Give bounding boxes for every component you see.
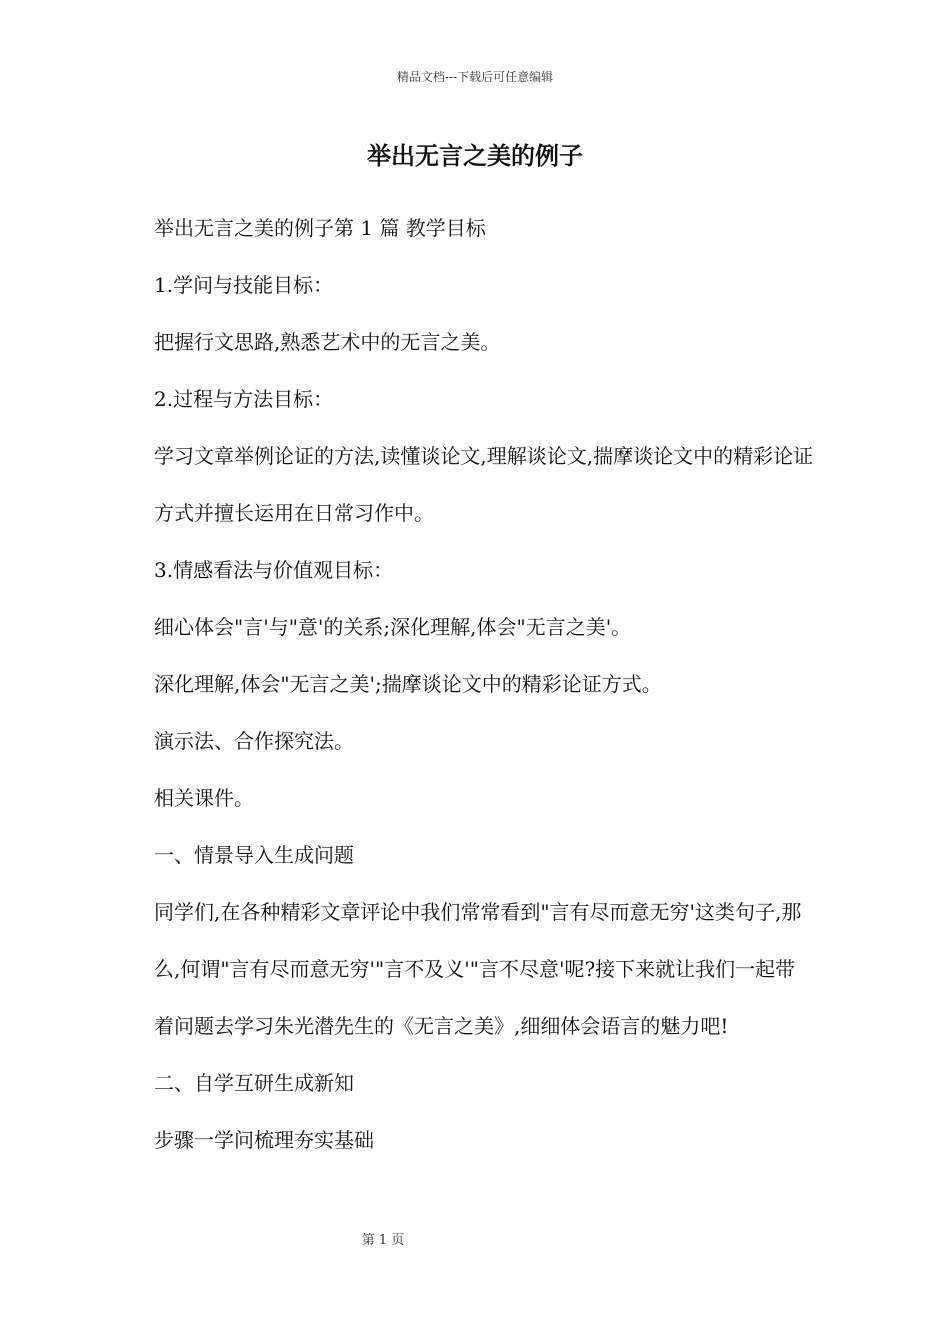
- paragraph-step-1: 步骤一学问梳理夯实基础: [154, 1128, 374, 1152]
- paragraph-key-points: 深化理解,体会"无言之美';揣摩谈论文中的精彩论证方式。: [154, 672, 662, 696]
- paragraph-section-1-heading: 一、情景导入生成问题: [154, 843, 354, 867]
- paragraph-section-1-text: 同学们,在各种精彩文章评论中我们常常看到"言有尽而意无穷'这类句子,那么,何谓"言有尽而意无穷'"言不及义'"言不尽意'呢?接下来就让我们一起带着问题去学习朱光潜先生的《无言之美》,细细体会语言的魅力吧!: [154, 900, 802, 1038]
- page-number: 第 1 页: [361, 1233, 405, 1248]
- document-body: [145, 200, 815, 1169]
- document-title: 举出无言之美的例子: [367, 141, 583, 170]
- paragraph-goal-3-text: 细心体会"言'与"意'的关系;深化理解,体会"无言之美'。: [154, 615, 632, 639]
- paragraph-section-2-heading: 二、自学互研生成新知: [154, 1071, 354, 1095]
- paragraph-goal-2-heading: 2.过程与方法目标：: [154, 387, 334, 411]
- paragraph-goal-2-text: 学习文章举例论证的方法,读懂谈论文,理解谈论文,揣摩谈论文中的精彩论证方式并擅长运用在日常习作中。: [154, 444, 814, 525]
- paragraph-goal-1-text: 把握行文思路,熟悉艺术中的无言之美。: [154, 330, 501, 354]
- page-header: 精品文档---下载后可任意编辑: [396, 70, 554, 84]
- paragraph-goal-1-heading: 1.学问与技能目标：: [154, 273, 334, 297]
- paragraph-intro: 举出无言之美的例子第 1 篇 教学目标: [154, 216, 486, 240]
- paragraph-methods: 演示法、合作探究法。: [154, 729, 354, 753]
- paragraph-materials: 相关课件。: [154, 786, 254, 810]
- paragraph-goal-3-heading: 3.情感看法与价值观目标：: [154, 558, 394, 582]
